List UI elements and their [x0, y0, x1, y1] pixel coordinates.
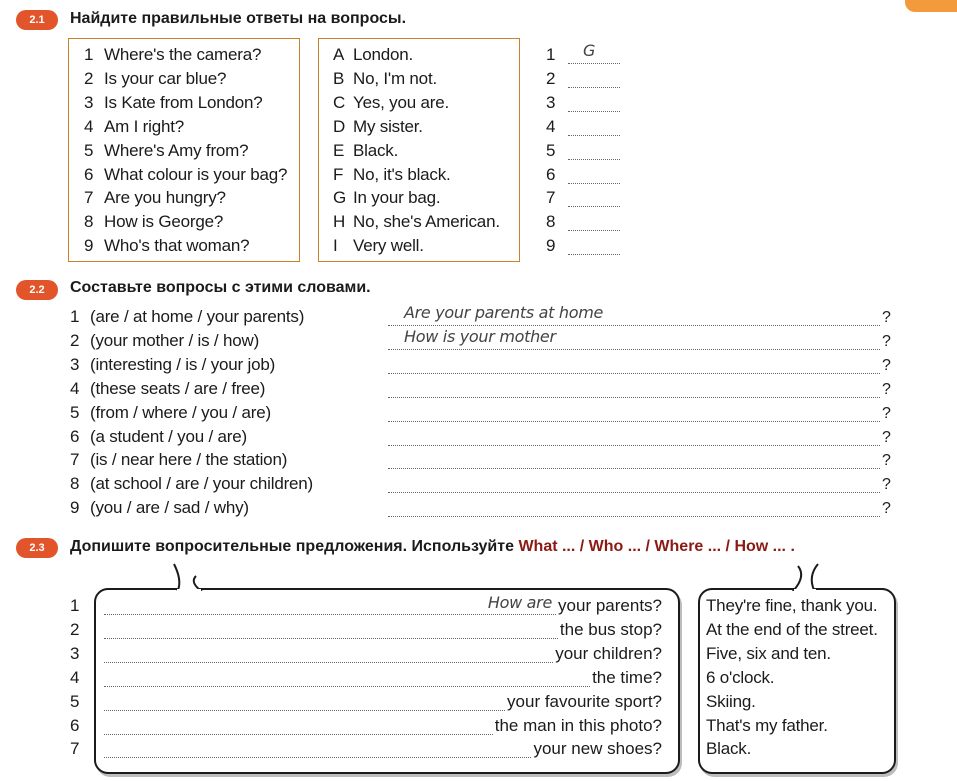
answer-text: No, I'm not. [353, 68, 437, 88]
question-number: 3 [84, 92, 94, 112]
exercise-title-2-2: Составьте вопросы с этими словами. [70, 279, 371, 296]
prompt-row [70, 450, 287, 470]
prompt-row [70, 379, 265, 399]
question-ending: your children? [555, 643, 662, 663]
prompt-number: 5 [70, 402, 80, 422]
answer-letter: E [333, 140, 345, 160]
question-text: Is your car blue? [104, 68, 227, 88]
response-text: Black. [706, 739, 752, 759]
exercise-title-2-3 [70, 538, 795, 556]
answer-line[interactable] [388, 373, 880, 374]
prompt-number: 8 [70, 474, 80, 494]
question-number: 8 [84, 212, 94, 232]
question-ending: the man in this photo? [494, 715, 662, 735]
prompt-words: (is / near here / the station) [90, 450, 288, 470]
answer-row [333, 117, 423, 137]
answer-text: Yes, you are. [353, 92, 450, 112]
answer-line[interactable] [388, 325, 880, 326]
question-text: Is Kate from London? [104, 92, 263, 112]
question-number: 3 [70, 643, 80, 663]
answer-line[interactable] [388, 397, 880, 398]
prompt-row [70, 355, 275, 375]
question-text: How is George? [104, 212, 224, 232]
response-text: Skiing. [706, 691, 756, 711]
prompt-number: 9 [70, 498, 80, 518]
question-mark: ? [882, 476, 891, 494]
prompt-words: (a student / you / are) [90, 426, 247, 446]
blank-number: 7 [546, 188, 556, 208]
answer-text: London. [353, 45, 414, 64]
answer-text: In your bag. [353, 188, 441, 208]
exercise-title-2-1: Найдите правильные ответы на вопросы. [70, 10, 407, 27]
answer-row [333, 141, 398, 161]
answer-line[interactable] [388, 421, 880, 422]
response-text: They're fine, thank you. [706, 596, 878, 615]
blank-number: 6 [546, 164, 556, 184]
response-text: At the end of the street. [706, 619, 878, 639]
answer-letter: C [333, 92, 346, 112]
response-text: Five, six and ten. [706, 643, 831, 663]
question-mark: ? [882, 356, 891, 374]
answer-row [333, 212, 500, 232]
prompt-number: 3 [70, 354, 80, 374]
question-text: Am I right? [104, 116, 184, 136]
answer-blank[interactable] [104, 734, 493, 735]
answer-blank[interactable] [568, 206, 620, 207]
response-text: That's my father. [706, 715, 828, 735]
answer-letter: A [333, 45, 345, 64]
answer-row [333, 188, 440, 208]
question-text: Are you hungry? [104, 188, 226, 208]
question-number: 2 [84, 68, 94, 88]
question-row [84, 93, 263, 113]
blank-number: 9 [546, 236, 556, 256]
answer-text: No, she's American. [353, 212, 500, 232]
title-question-words: What ... / Who ... / Where ... / How ... . [518, 538, 795, 555]
answer-text: My sister. [353, 116, 423, 136]
question-row [84, 212, 223, 232]
speech-bubble-tail-right [784, 560, 844, 592]
question-ending: your parents? [558, 596, 662, 615]
blank-number: 2 [546, 68, 556, 88]
answer-blank[interactable] [568, 87, 620, 88]
answer-text: Black. [353, 140, 399, 160]
question-number: 5 [70, 691, 80, 711]
response-text: 6 o'clock. [706, 667, 775, 687]
prompt-row [70, 307, 304, 327]
prompt-number: 7 [70, 450, 80, 470]
prompt-row [70, 331, 259, 351]
question-row [84, 188, 226, 208]
prompt-row [70, 474, 313, 494]
question-text: What colour is your bag? [104, 164, 288, 184]
prompt-words: (you / are / sad / why) [90, 498, 249, 518]
question-number: 7 [84, 188, 94, 208]
question-number: 6 [70, 715, 80, 735]
answer-letter: G [333, 188, 347, 208]
blank-number: 3 [546, 92, 556, 112]
question-mark: ? [882, 404, 891, 422]
speech-bubble-tail-left [160, 562, 220, 592]
answer-blank[interactable] [568, 135, 620, 136]
answer-letter: I [333, 236, 338, 256]
answer-line[interactable] [388, 492, 880, 493]
handwritten-answer: G [583, 41, 596, 60]
prompt-words: (at school / are / your children) [90, 474, 313, 494]
answer-text: No, it's black. [353, 164, 451, 184]
answer-blank[interactable] [568, 159, 620, 160]
question-number: 4 [84, 116, 94, 136]
question-text: Where's the camera? [104, 45, 262, 64]
answer-letter: B [333, 68, 345, 88]
question-ending: the time? [592, 667, 662, 687]
prompt-number: 2 [70, 330, 80, 350]
question-row [84, 69, 226, 89]
question-ending: the bus stop? [559, 619, 662, 639]
prompt-words: (from / where / you / are) [90, 402, 271, 422]
answer-line[interactable] [388, 349, 880, 350]
answer-row [333, 236, 424, 256]
question-row [84, 236, 249, 256]
blank-number: 8 [546, 212, 556, 232]
question-ending: your favourite sport? [507, 691, 662, 711]
question-number: 1 [70, 596, 80, 615]
answer-row [333, 69, 437, 89]
prompt-number: 6 [70, 426, 80, 446]
question-mark: ? [882, 428, 891, 446]
prompt-number: 4 [70, 378, 80, 398]
question-row [84, 165, 287, 185]
exercise-badge-2-3: 2.3 [16, 538, 58, 558]
prompt-words: (interesting / is / your job) [90, 354, 276, 374]
question-number: 9 [84, 236, 94, 256]
question-mark: ? [882, 332, 891, 350]
answer-blank[interactable] [104, 757, 531, 758]
page-corner-tab [905, 0, 957, 12]
prompt-row [70, 427, 247, 447]
question-text: Who's that woman? [104, 236, 250, 256]
answer-blank[interactable] [568, 254, 620, 255]
blank-number: 1 [546, 45, 556, 64]
answer-blank[interactable] [568, 63, 620, 64]
handwritten-answer: How are [487, 593, 552, 612]
answer-row [333, 165, 451, 185]
answer-text: Very well. [353, 236, 424, 256]
title-prefix: Допишите вопросительные предложения. Используйте [70, 538, 519, 555]
question-mark: ? [882, 500, 891, 518]
question-mark: ? [882, 380, 891, 398]
answer-blank[interactable] [568, 183, 620, 184]
answer-row [333, 93, 449, 113]
question-ending: your new shoes? [533, 739, 662, 759]
question-number: 4 [70, 667, 80, 687]
answer-blank[interactable] [104, 686, 590, 687]
answer-letter: F [333, 164, 344, 184]
question-number: 2 [70, 619, 80, 639]
question-number: 6 [84, 164, 94, 184]
answer-blank[interactable] [104, 614, 556, 615]
question-number: 1 [84, 45, 94, 64]
answer-line[interactable] [388, 516, 880, 517]
answer-blank[interactable] [568, 230, 620, 231]
answer-blank[interactable] [104, 710, 505, 711]
question-mark: ? [882, 309, 891, 326]
question-number: 7 [70, 739, 80, 759]
handwritten-answer: How is your mother [404, 326, 556, 346]
blank-number: 5 [546, 140, 556, 160]
answer-blank[interactable] [104, 638, 558, 639]
answer-blank[interactable] [104, 662, 553, 663]
prompt-words: (are / at home / your parents) [90, 307, 305, 326]
blank-number: 4 [546, 116, 556, 136]
question-row [84, 141, 248, 161]
prompt-words: (your mother / is / how) [90, 330, 260, 350]
prompt-words: (these seats / are / free) [90, 378, 266, 398]
question-mark: ? [882, 452, 891, 470]
answer-letter: H [333, 212, 346, 232]
exercise-badge-2-2: 2.2 [16, 280, 58, 300]
answer-line[interactable] [388, 445, 880, 446]
prompt-row [70, 403, 271, 423]
answer-letter: D [333, 116, 346, 136]
exercise-badge-2-1: 2.1 [16, 10, 58, 30]
prompt-number: 1 [70, 307, 80, 326]
prompt-row [70, 498, 249, 518]
question-row [84, 117, 184, 137]
question-row [84, 45, 261, 65]
question-text: Where's Amy from? [104, 140, 249, 160]
question-number: 5 [84, 140, 94, 160]
answer-line[interactable] [388, 468, 880, 469]
handwritten-answer: Are your parents at home [404, 303, 604, 322]
answer-blank[interactable] [568, 111, 620, 112]
answer-row [333, 45, 413, 65]
